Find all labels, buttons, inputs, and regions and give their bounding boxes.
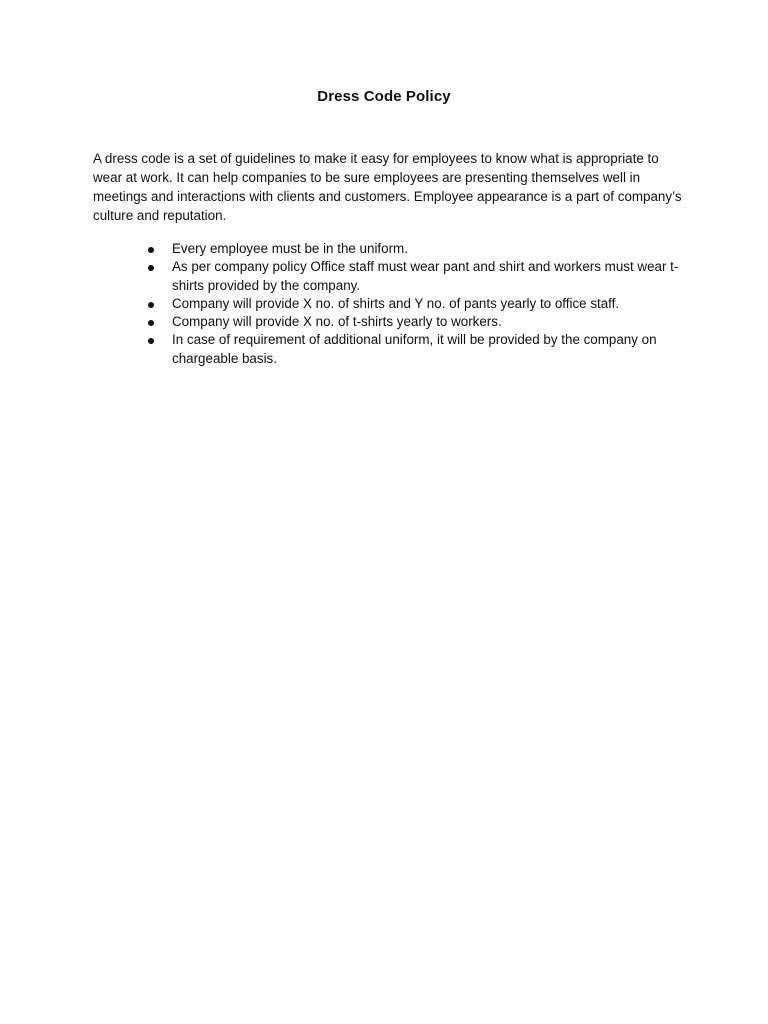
list-item-text: Company will provide X no. of t-shirts yearly to workers. (172, 314, 502, 330)
list-item-text: Company will provide X no. of shirts and Y no. of pants yearly to office staff. (172, 295, 620, 311)
bullet-icon (148, 320, 154, 326)
bullet-icon (148, 247, 154, 253)
list-item (0, 258, 682, 295)
list-item (0, 313, 682, 331)
policy-bullet-list (0, 240, 768, 368)
list-item (0, 331, 682, 368)
list-item-text: Every employee must be in the uniform. (172, 241, 408, 256)
bullet-icon (148, 338, 154, 344)
list-item-text: As per company policy Office staff must wear pant and shirt and workers must wear t-shirts provided by the company. (172, 259, 679, 293)
list-item (0, 240, 682, 258)
bullet-icon (148, 265, 154, 271)
bullet-icon (148, 302, 154, 308)
list-item (0, 295, 682, 313)
intro-paragraph: A dress code is a set of guidelines to make it easy for employees to know what is appropriate to wear at work. It can help companies to be sure employees are presenting themselves well in meetings and interactions with clients and customers. Employee appearance is a part of company’s culture and reputation. (93, 151, 682, 223)
list-item-text: In case of requirement of additional uniform, it will be provided by the company on chargeable basis. (172, 332, 657, 366)
page-title: Dress Code Policy (317, 88, 451, 105)
